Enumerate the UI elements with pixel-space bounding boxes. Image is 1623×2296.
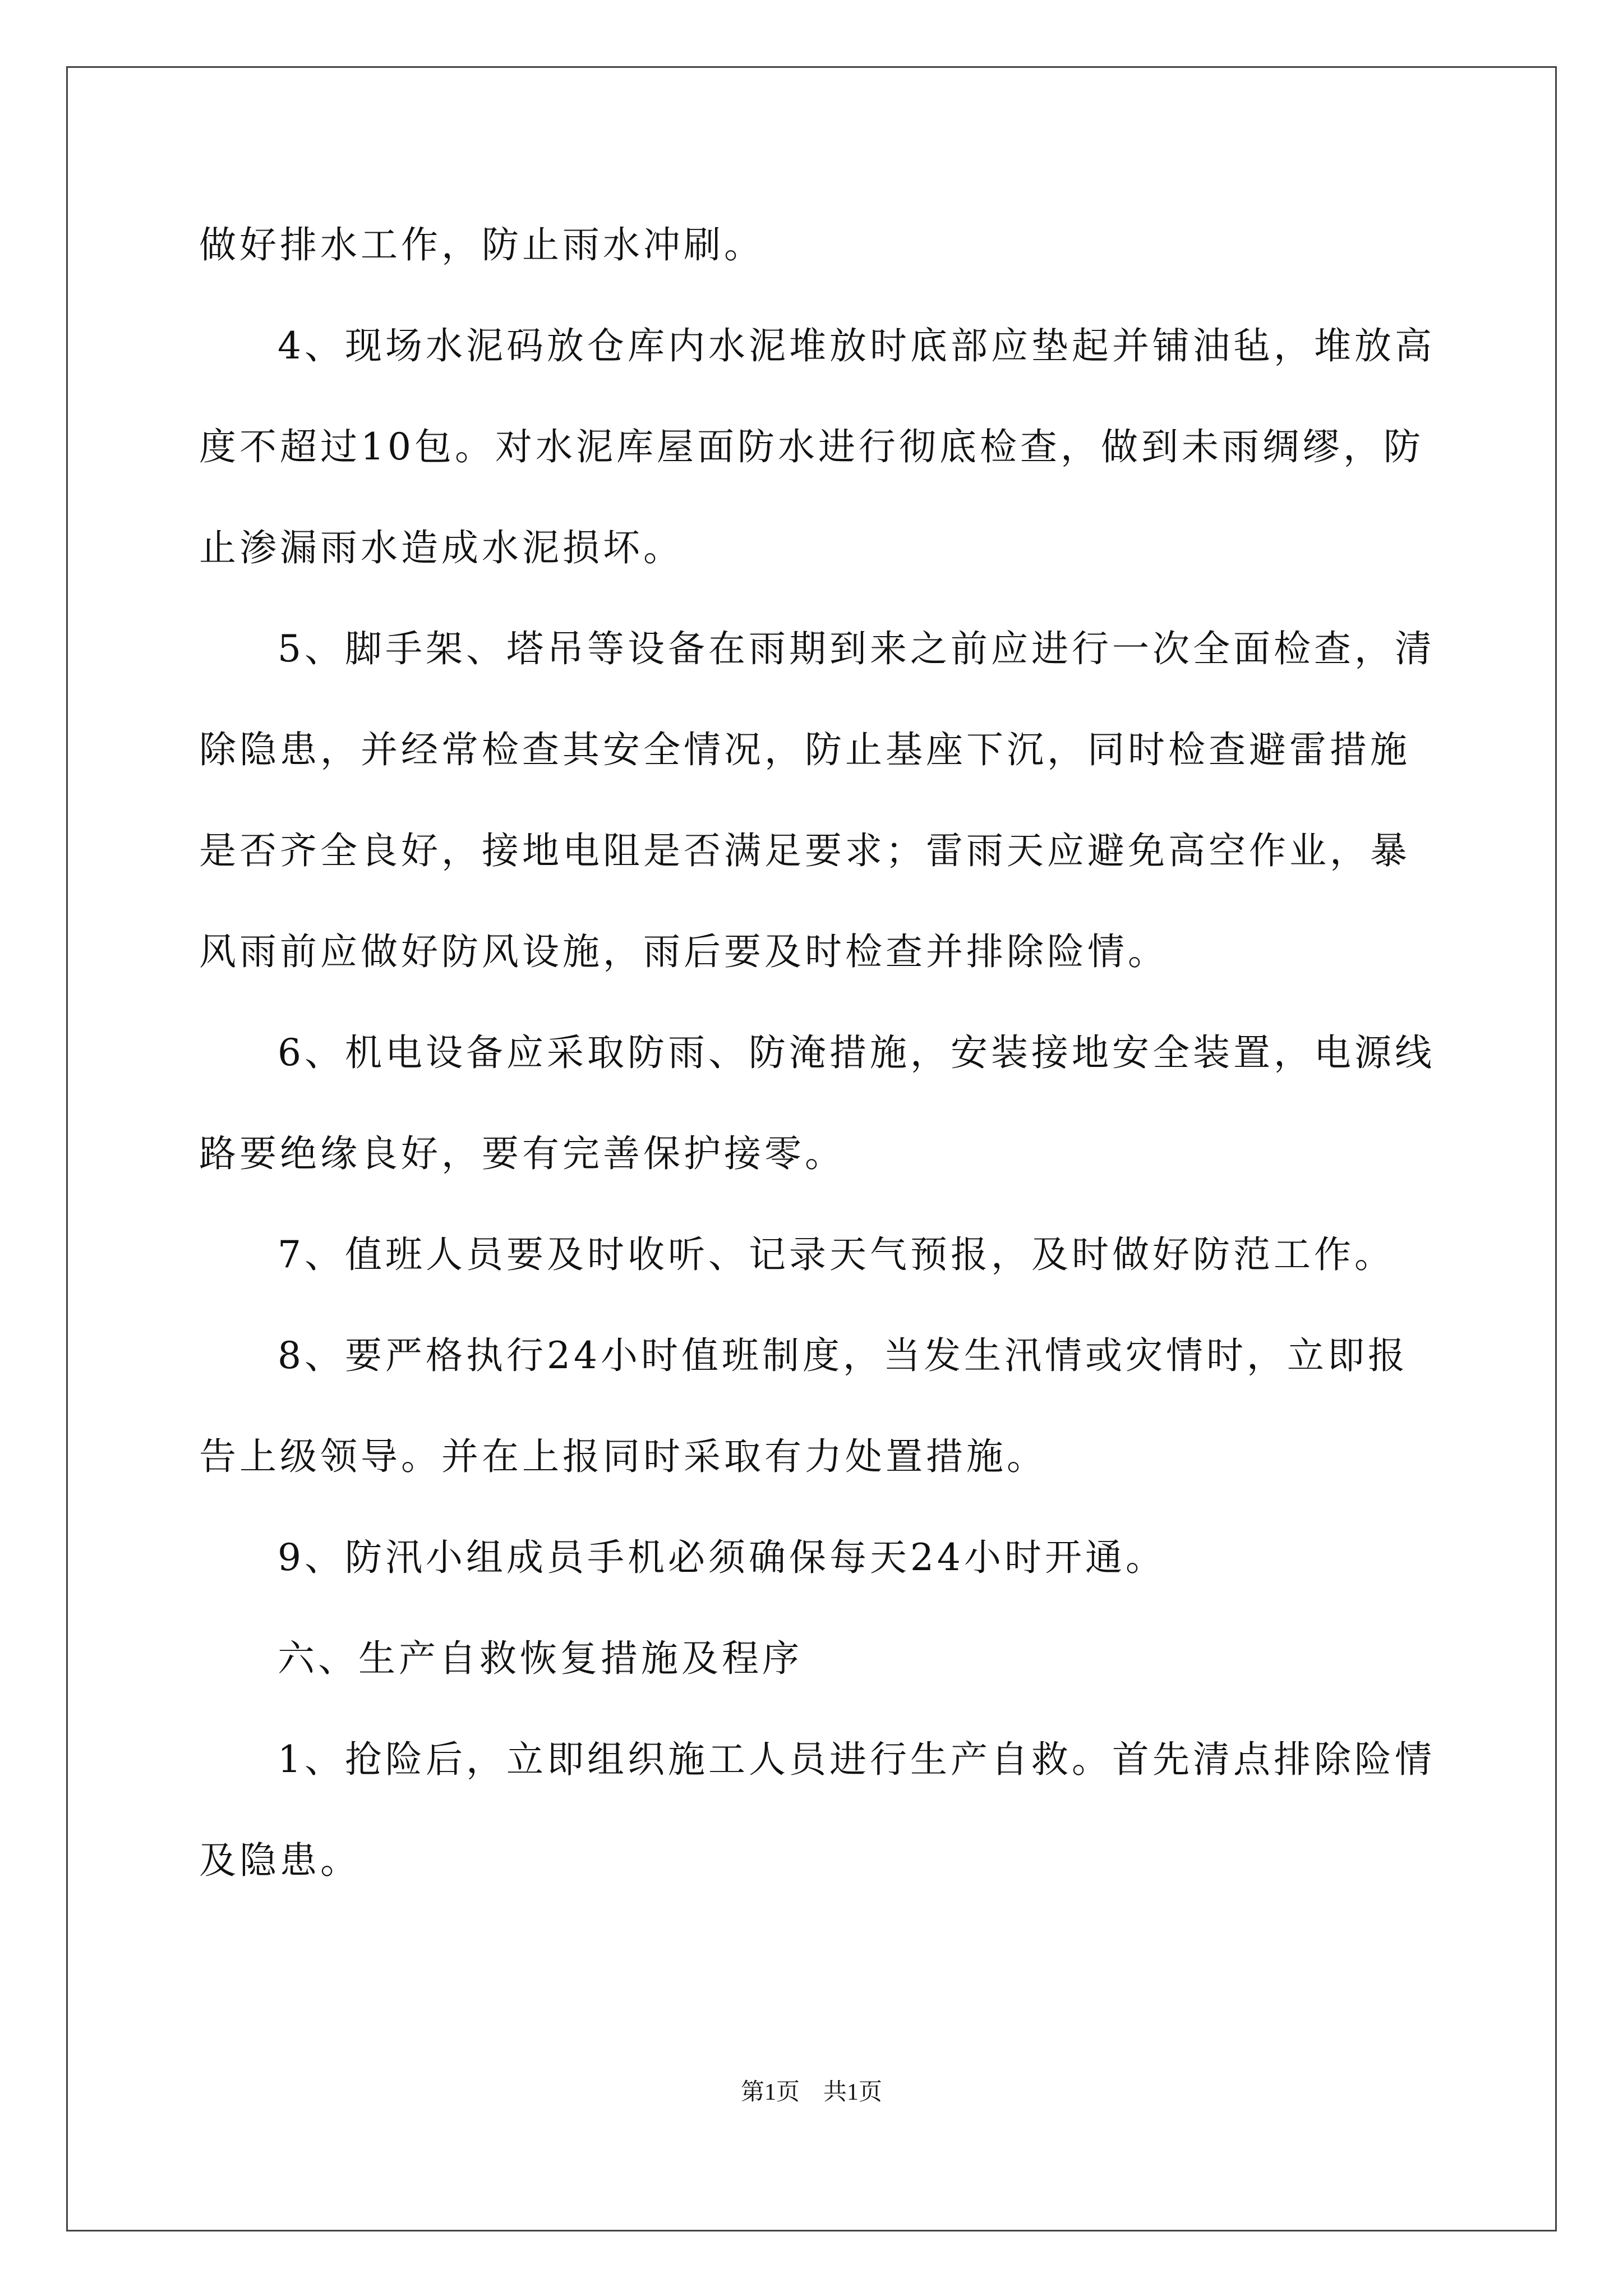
text-line: 六、生产自救恢复措施及程序 bbox=[278, 1637, 803, 1680]
text-line: 告上级领导。并在上报同时采取有力处置措施。 bbox=[199, 1435, 1047, 1478]
text-line: 路要绝缘良好，要有完善保护接零。 bbox=[199, 1132, 845, 1175]
text-line: 1、抢险后，立即组织施工人员进行生产自救。首先清点排除险情 bbox=[278, 1738, 1435, 1781]
text-line: 除隐患，并经常检查其安全情况，防止基座下沉，同时检查避雷措施 bbox=[199, 728, 1410, 771]
text-line: 8、要严格执行24小时值班制度，当发生汛情或灾情时，立即报 bbox=[278, 1334, 1408, 1377]
text-line: 5、脚手架、塔吊等设备在雨期到来之前应进行一次全面检查，清 bbox=[278, 627, 1435, 670]
text-line: 4、现场水泥码放仓库内水泥堆放时底部应垫起并铺油毡，堆放高 bbox=[278, 324, 1435, 367]
page-footer: 第1页 共1页 bbox=[740, 2079, 882, 2105]
text-line: 风雨前应做好防风设施，雨后要及时检查并排除险情。 bbox=[199, 930, 1168, 973]
text-line: 9、防汛小组成员手机必须确保每天24小时开通。 bbox=[278, 1536, 1166, 1579]
text-line: 是否齐全良好，接地电阻是否满足要求；雷雨天应避免高空作业，暴 bbox=[199, 829, 1410, 872]
text-line: 止渗漏雨水造成水泥损坏。 bbox=[199, 526, 684, 569]
text-line: 及隐患。 bbox=[199, 1839, 361, 1882]
text-line: 7、值班人员要及时收听、记录天气预报，及时做好防范工作。 bbox=[278, 1233, 1395, 1276]
text-line: 度不超过10包。对水泥库屋面防水进行彻底检查，做到未雨绸缪，防 bbox=[199, 425, 1424, 468]
text-line: 做好排水工作，防止雨水冲刷。 bbox=[199, 223, 764, 266]
text-line: 6、机电设备应采取防雨、防淹措施，安装接地安全装置，电源线 bbox=[278, 1031, 1435, 1074]
